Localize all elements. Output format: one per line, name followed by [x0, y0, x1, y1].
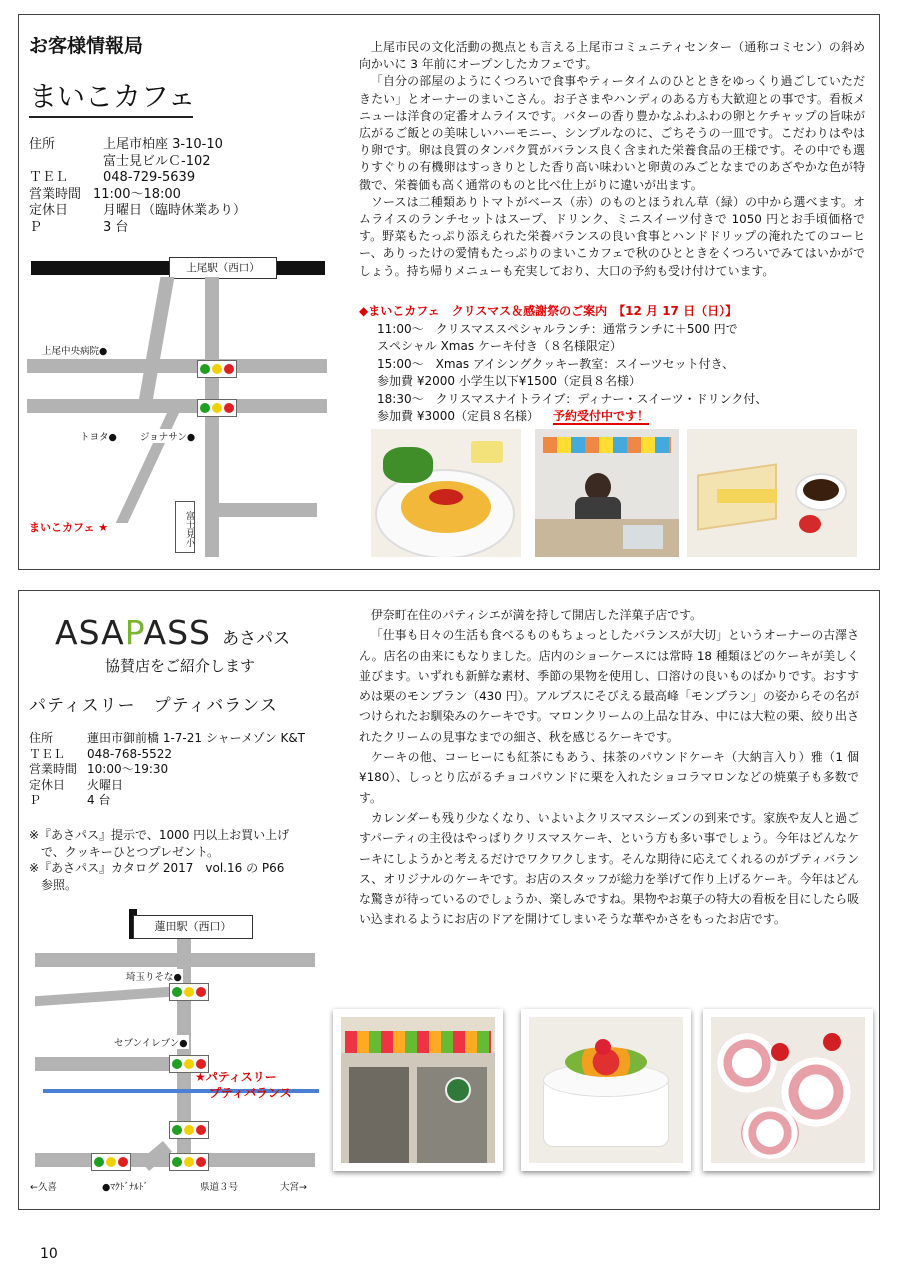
note-line: で、クッキーひとつプレゼント。 — [29, 844, 219, 859]
cafe-target-label: まいこカフェ ★ — [29, 521, 109, 534]
section-title: お客様情報局 — [29, 35, 144, 57]
note-line: ※『あさパス』提示で、1000 円以上お買い上げ — [29, 828, 290, 842]
note-line: 参照。 — [29, 877, 78, 892]
paragraph: 上尾市民の文化活動の拠点とも言える上尾市コミュニティセンター（通称コミセン）の斜め向かいに 3 年前にオープンしたカフェです。 — [359, 40, 865, 72]
traffic-light — [169, 1121, 209, 1139]
jonathan-label: ジョナサン● — [139, 429, 196, 443]
event-row: 参加費 ¥3000（定員８名様） 予約受付中です！ — [377, 409, 650, 423]
traffic-light — [197, 360, 237, 378]
event-row: 参加費 ¥2000 小学生以下¥1500（定員８名様） — [377, 374, 641, 388]
road — [27, 359, 327, 373]
info-row-hours: 営業時間 10:00〜19:30 — [29, 762, 169, 776]
info-row-tel: ＴＥＬ 048-729-5639 — [29, 170, 196, 185]
road — [35, 1057, 185, 1071]
note-line: ※『あさパス』カタログ 2017 vol.16 の P66 — [29, 861, 285, 875]
paragraph: 「仕事も日々の生活も食べるものもちょっとしたバランスが大切」というオーナーの古澤さん。店名の由来にもなりました。店内のショーケースには常時 18 種類ほどのケーキが美しく並びます。いずれも新鮮な素材、季節の果物を使用し、口溶けの良いものばかりです。おすすめは栗のモンブラン（430 円）。アルプスにそびえる最高峰「モンブラン」の姿からその名がつけられたお馴染みのケーキです。マロンクリームの上品な甘み、中には大粒の栗、絞り出されたクリームの見事なまでの細さ、秋を感じるケーキです。 — [359, 628, 859, 744]
cake-photo — [521, 1009, 691, 1171]
toyota-label: トヨタ● — [79, 429, 118, 443]
school-label: 富士見小 — [175, 501, 195, 553]
traffic-light — [91, 1153, 131, 1171]
omiya-label: 大宮→ — [279, 1179, 308, 1193]
road — [27, 399, 327, 413]
reservation-note: 予約受付中です！ — [553, 409, 650, 423]
road — [35, 953, 315, 967]
traffic-light — [197, 399, 237, 417]
road — [217, 503, 317, 517]
event-row: 15:00〜 Xmas アイシングクッキー教室：スイーツセット付き、 — [377, 356, 735, 371]
event-row: 11:00〜 クリスマススペシャルランチ：通常ランチに＋500 円で — [377, 321, 738, 336]
kuki-label: ←久喜 — [29, 1179, 58, 1193]
sandwich-photo — [687, 429, 857, 557]
road — [138, 277, 175, 407]
shop-target-label: ★パティスリー プティバランス — [195, 1070, 292, 1100]
staff-photo — [535, 429, 679, 557]
info-row-hours: 営業時間 11:00〜18:00 — [29, 186, 181, 202]
paragraph: ソースは二種類ありトマトがベース（赤）のものとほうれん草（緑）の中から選べます。オムライスのランチセットはスープ、ドリンク、ミニスイーツ付きで 1050 円とお手頃価格です。野菜もたっぷり添えられた栄養バランスの良い食事とハンドドリップの淹れたてのコーヒー、ありったけの愛情もたっぷりのまいこカフェで秋のひとときをくつろいでみてはいかがでしょう。持ち帰りメニューも充実しており、大口の予約も受け付けています。 — [359, 194, 865, 278]
event-row: スペシャル Xmas ケーキ付き（８名様限定） — [377, 339, 622, 353]
shop-name: パティスリー プティバランス — [29, 696, 278, 716]
cafe-map — [27, 253, 327, 563]
info-row-closed: 定休日 火曜日 — [29, 777, 124, 792]
paragraph: カレンダーも残り少なくなり、いよいよクリスマスシーズンの到来です。家族や友人と過ごすパーティの主役はやっぱりクリスマスケーキ、という方も多い事でしょう。今年はどんなケーキにしようかと考えるだけでワクワクします。そんな期待に応えてくれるのがプティバランス、オリジナルのケーキです。お店のスタッフが総力を挙げて作り上げるケーキ。今年はどんな驚きが待っているのでしょうか、楽しみですね。果物やお菓子の特大の看板を目にしたら吸い込まれるようにお店のドアを開けてしまいそうな華やかさをもったお店です。 — [359, 810, 859, 927]
info-row-parking: Ｐ 4 台 — [29, 793, 111, 807]
traffic-light — [169, 983, 209, 1001]
road — [35, 986, 185, 1006]
shop-map — [29, 909, 329, 1199]
cafe-body — [359, 39, 865, 280]
event-title: ◆まいこカフェ クリスマス＆感謝祭のご案内 【12 月 17 日（日）】 — [359, 304, 738, 318]
storefront-photo — [333, 1009, 503, 1171]
omurice-photo — [371, 429, 521, 557]
station-label: 上尾駅（西口） — [169, 257, 277, 279]
logo-sub: あさパス — [222, 629, 291, 649]
shop-info — [29, 731, 305, 809]
cafe-name: まいこカフェ — [29, 79, 193, 118]
event-block — [359, 303, 865, 426]
page-number: 10 — [40, 1246, 58, 1262]
cafe-article — [18, 14, 880, 570]
info-row-closed: 定休日 月曜日（臨時休業あり） — [29, 203, 247, 218]
asapass-subtitle: 協賛店をご紹介します — [105, 657, 256, 675]
asapass-notes — [29, 827, 289, 893]
info-row-address: 住所 上尾市柏座 3-10-10 — [29, 137, 223, 152]
logo-text: ASAPASS — [55, 613, 211, 652]
cafe-info — [29, 137, 246, 236]
seven-label: セブンイレブン● — [113, 1035, 189, 1049]
paragraph: 伊奈町在住のパティシエが満を持して開店した洋菓子店です。 — [370, 608, 702, 622]
roll-cake-photo — [703, 1009, 873, 1171]
traffic-light — [169, 1153, 209, 1171]
asapass-body — [359, 605, 859, 930]
info-row-address2: 富士見ビルＣ-102 — [103, 153, 211, 169]
info-row-address: 住所 蓮田市御前橋 1-7-21 シャーメゾン K&T — [29, 731, 306, 745]
event-row: 18:30〜 クリスマスナイトライブ：ディナー・スイーツ・ドリンク付、 — [377, 391, 768, 406]
info-row-parking: Ｐ 3 台 — [29, 219, 129, 235]
paragraph: 「自分の部屋のようにくつろいで食事やティータイムのひとときをゆっくり過ごしていただきたい」とオーナーのまいこさん。お子さまやハンディのある方も大歓迎との事です。看板メニューは洋食の定番オムライスです。バターの香り豊かなふわふわの卵とケチャップの旨味が広がるご飯との美味しいハーモニー、シンプルなのに、ごちそうの一皿です。こだわりはやはり卵です。卵は良質のタンパク質がバランス良く含まれた栄養食品の王様です。その中でも選りすぐりの有機卵はすっきりとした香り高い味わいと卵黄のみごとなまでのあざやかな色が特徴で、栄養価も高く通常のものと比べ仕上がりに違いが出ます。 — [359, 74, 865, 192]
asapass-logo — [55, 613, 290, 652]
hospital-label: 上尾中央病院● — [41, 343, 108, 357]
mcd-label: ●ﾏｸﾄﾞﾅﾙﾄﾞ — [101, 1179, 149, 1193]
paragraph: ケーキの他、コーヒーにも紅茶にもあう、抹茶のパウンドケーキ（大納言入り）雅（1 個¥180）、しっとり広がるチョコパウンドに栗を入れたショコラマロンなどの焼菓子も多数です。 — [359, 750, 859, 805]
bank-label: 埼玉りそな● — [125, 969, 183, 983]
route-label: 県道３号 — [199, 1179, 239, 1193]
info-row-tel: ＴＥＬ 048-768-5522 — [29, 746, 173, 761]
station-label: 蓮田駅（西口） — [133, 915, 253, 939]
asapass-article — [18, 590, 880, 1210]
